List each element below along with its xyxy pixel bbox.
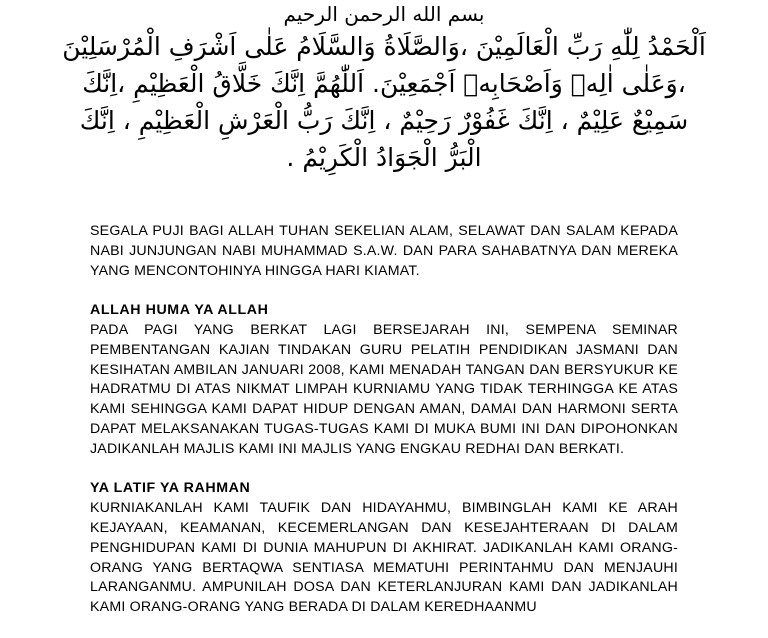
prayer-body <box>90 222 678 638</box>
section-paragraph: KURNIAKANLAH KAMI TAUFIK DAN HIDAYAHMU, BIMBINGLAH KAMI KE ARAH KEJAYAAN, KEAMANAN, KECEMERLANGAN DAN KESEJAHTERAAN DI DALAM PENGHIDUPAN KAMI DI DUNIA MAHUPUN DI AKHIRAT. JADIKANLAH KAMI ORANG-ORANG YANG BERTAQWA SENTIASA MEMATUHI PERINTAHMU DAN MENJAUHI LARANGANMU. AMPUNILAH DOSA DAN KETERLANJURAN KAMI DAN JADIKANLAH KAMI ORANG-ORANG YANG BERADA DI DALAM KEREDHAANMU <box>90 500 678 616</box>
arabic-line: الْبَرُّ الْجَوَادُ الْكَرِيْمُ . <box>286 143 482 172</box>
section-heading: ALLAH HUMA YA ALLAH <box>90 302 269 319</box>
section-paragraph: PADA PAGI YANG BERKAT LAGI BERSEJARAH INI, SEMPENA SEMINAR PEMBENTANGAN KAJIAN TINDAKAN GURU PELATIH PENDIDIKAN JASMANI DAN KESIHATAN AMBILAN JANUARI 2008, KAMI MENADAH TANGAN DAN BERSYUKUR KE HADRATMU DI ATAS NIKMAT LIMPAH KURNIAMU YANG TIDAK TERHINGGA KE ATAS KAMI SEHINGGA KAMI DAPAT HIDUP DENGAN AMAN, DAMAI DAN HARMONI SERTA DAPAT MELAKSANAKAN TUGAS-TUGAS KAMI DI MUKA BUMI INI DAN DIPOHONKAN JADIKANLAH MAJLIS KAMI INI MAJLIS YANG ENGKAU REDHAI DAN BERKATI. <box>90 321 678 457</box>
arabic-line: ،وَعَلٰى اٰلِهٖ وَاَصْحَابِهٖ اَجْمَعِيْنَ. اَللّٰهُمَّ اِنَّكَ خَلَّاقُ الْعَظِيْمِ ،اِنَّكَ <box>82 69 686 98</box>
section-heading: YA LATIF YA RAHMAN <box>90 480 251 497</box>
bismillah-line: بسم الله الرحمن الرحيم <box>283 2 485 26</box>
arabic-line: اَلْحَمْدُ لِلّٰهِ رَبِّ الْعَالَمِيْنَ ،وَالصَّلَاةُ وَالسَّلَامُ عَلٰى اَشْرَفِ الْمُرْسَلِيْنَ <box>62 32 706 61</box>
intro-paragraph: SEGALA PUJI BAGI ALLAH TUHAN SEKELIAN ALAM, SELAWAT DAN SALAM KEPADA NABI JUNJUNGAN NABI MUHAMMAD S.A.W. DAN PARA SAHABATNYA DAN MEREKA YANG MENCONTOHINYA HINGGA HARI KIAMAT. <box>90 223 678 279</box>
arabic-line: سَمِيْعٌ عَلِيْمٌ ، اِنَّكَ غَفُوْرٌ رَحِيْمٌ ، اِنَّكَ رَبُّ الْعَرْشِ الْعَظِيْمِ ، اِنَّكَ <box>79 106 689 135</box>
arabic-prayer-header <box>60 0 708 176</box>
